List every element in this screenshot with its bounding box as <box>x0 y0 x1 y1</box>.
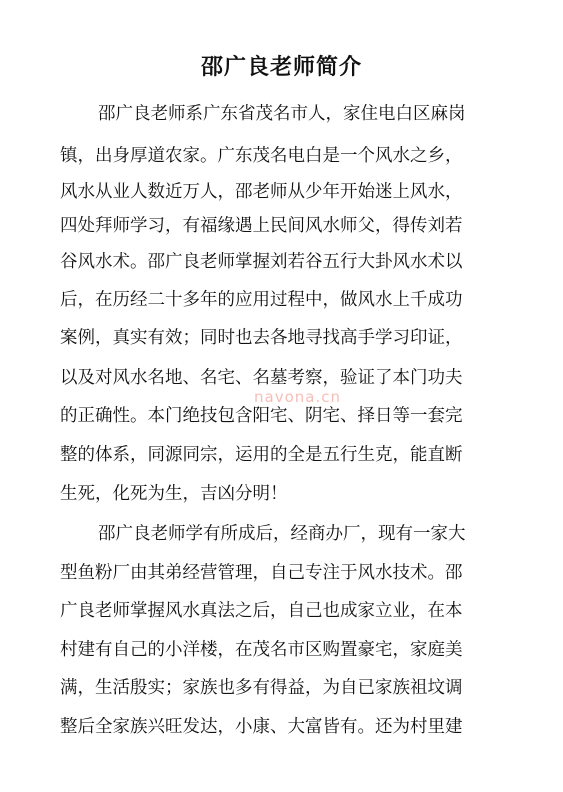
paragraph-line: 风水从业人数近万人，邵老师从少年开始迷上风水， <box>60 182 463 202</box>
page-title: 邵广良老师简介 <box>200 54 362 80</box>
paragraph-line: 后，在历经二十多年的应用过程中，做风水上千成功 <box>60 290 463 310</box>
paragraph-line: 生死，化死为生，吉凶分明！ <box>60 484 288 504</box>
paragraph-line: 型鱼粉厂由其弟经营管理，自己专注于风水技术。邵 <box>60 563 463 583</box>
paragraph-line: 四处拜师学习，有福缘遇上民间风水师父，得传刘若 <box>60 216 463 236</box>
paragraph-line: 整后全家族兴旺发达，小康、大富皆有。还为村里建 <box>60 717 463 737</box>
paragraph-line: 案例，真实有效；同时也去各地寻找高手学习印证， <box>60 328 463 348</box>
paragraph-line: 以及对风水名地、名宅、名墓考察，验证了本门功夫 <box>60 368 463 388</box>
paragraph-line: 整的体系，同源同宗，运用的全是五行生克，能直断 <box>60 445 463 465</box>
watermark: navona.cn <box>254 388 341 406</box>
paragraph-line: 谷风水术。邵广良老师掌握刘若谷五行大卦风水术以 <box>60 252 463 272</box>
paragraph-line: 邵广良老师系广东省茂名市人，家住电白区麻岗 <box>98 104 466 124</box>
paragraph-line: 广良老师掌握风水真法之后，自己也成家立业，在本 <box>60 601 463 621</box>
paragraph-line: 镇，出身厚道农家。广东茂名电白是一个风水之乡， <box>60 146 463 166</box>
paragraph-line: 村建有自己的小洋楼，在茂名市区购置豪宅，家庭美 <box>60 640 463 660</box>
paragraph-line: 的正确性。本门绝技包含阳宅、阴宅、择日等一套完 <box>60 406 463 426</box>
paragraph-line: 满，生活殷实；家族也多有得益，为自已家族祖坟调 <box>60 678 463 698</box>
paragraph-line: 邵广良老师学有所成后，经商办厂，现有一家大 <box>98 524 466 544</box>
